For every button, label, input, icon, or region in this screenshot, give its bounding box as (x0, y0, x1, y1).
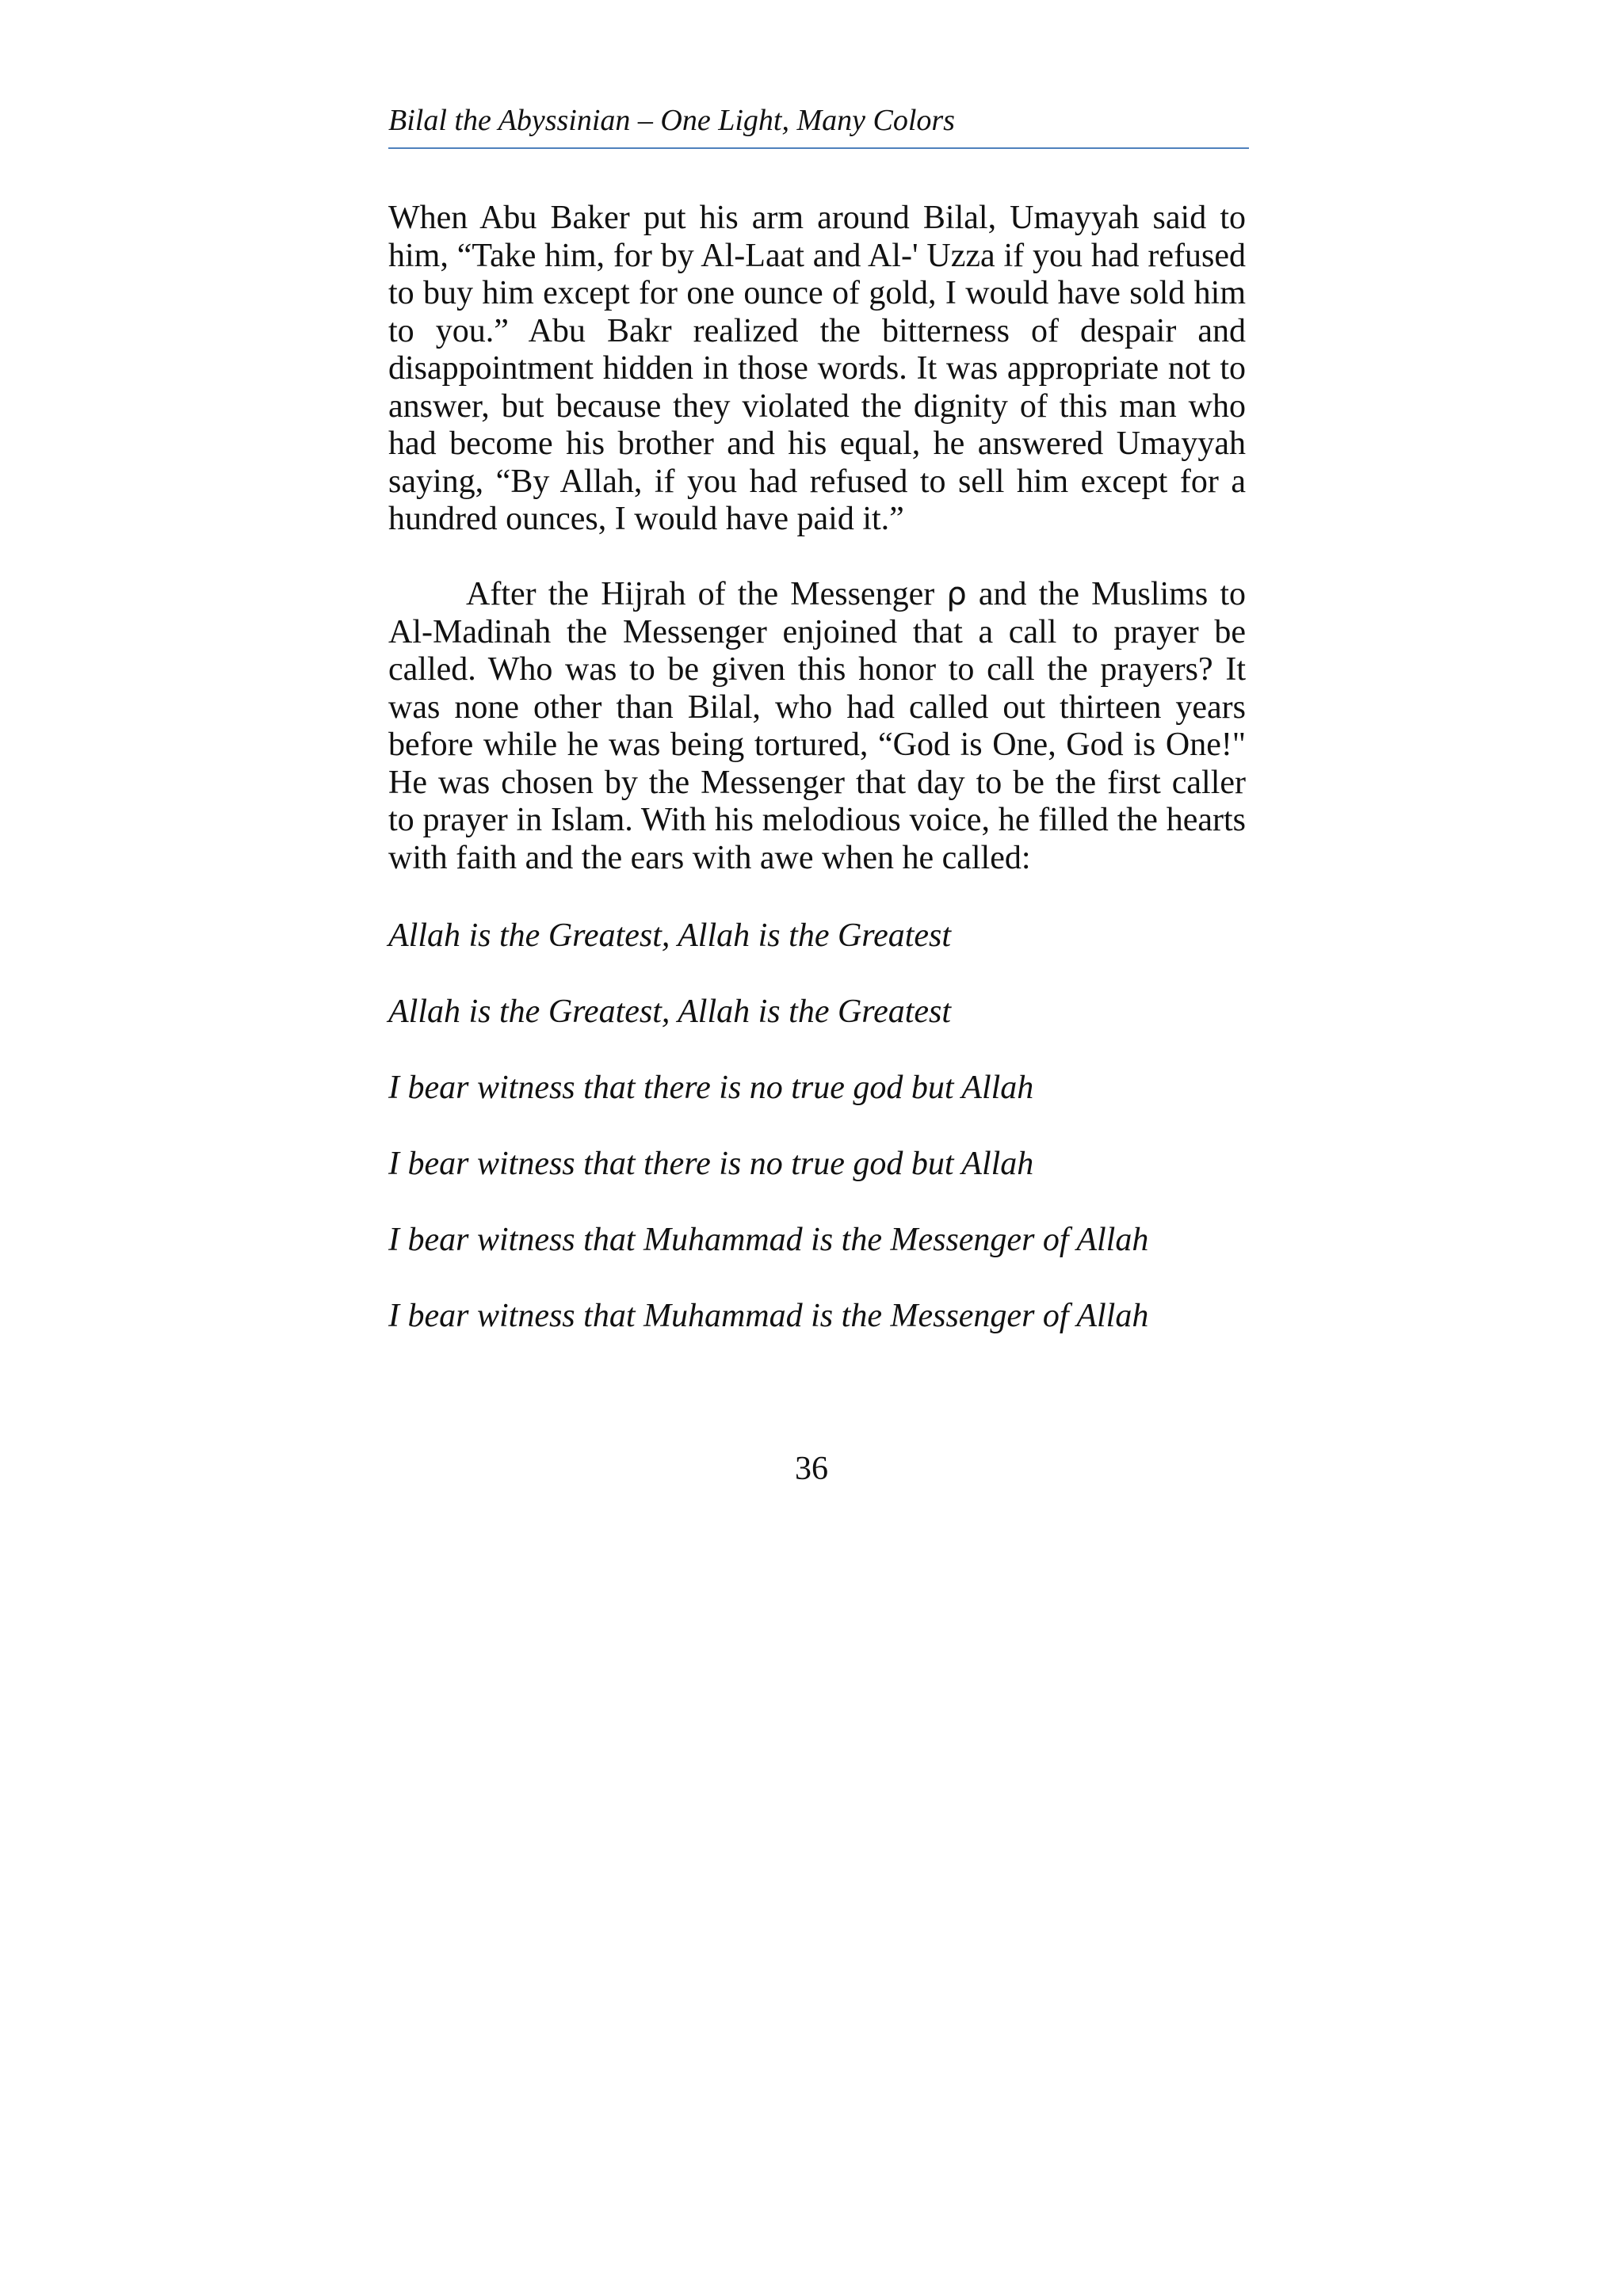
adhan-line: I bear witness that Muhammad is the Messenger of Allah (388, 1222, 1149, 1258)
adhan-line: I bear witness that there is no true god but Allah (388, 1146, 1034, 1182)
adhan-line: Allah is the Greatest, Allah is the Greatest (388, 917, 952, 954)
page-number: 36 (795, 1451, 828, 1487)
adhan-line: Allah is the Greatest, Allah is the Greatest (388, 994, 952, 1030)
paragraph-text-end: and the Muslims to Al-Madinah the Messenger enjoined that a call to prayer be called. Who was to be given this honor to call the prayers? It was none other than Bilal, who had called out thirteen years before while he was being tortured, “God is One, God is One!" He was chosen by the Messenger that day to be the first caller to prayer in Islam. With his melodious voice, he filled the hearts with faith and the ears with awe when he called: (388, 576, 1246, 876)
running-header: Bilal the Abyssinian – One Light, Many Colors (388, 101, 1249, 149)
honorific-symbol: ρ (946, 576, 967, 612)
paragraph-abu-bakr-umayyah: When Abu Baker put his arm around Bilal, Umayyah said to him, “Take him, for by Al-Laat and Al-' Uzza if you had refused to buy him except for one ounce of gold, I would have sold him to you.” Abu Bakr realized the bitterness of despair and disappointment hidden in those words. It was appropriate not to answer, but because they violated the dignity of this man who had become his brother and his equal, he answered Umayyah saying, “By Allah, if you had refused to sell him except for a hundred ounces, I would have paid it.” (388, 200, 1246, 537)
paragraph-text-start: After the Hijrah of the Messenger (466, 576, 947, 612)
paragraph-hijrah-call-to-prayer (388, 576, 1246, 877)
adhan-line: I bear witness that there is no true god but Allah (388, 1070, 1034, 1106)
adhan-line: I bear witness that Muhammad is the Messenger of Allah (388, 1298, 1149, 1334)
